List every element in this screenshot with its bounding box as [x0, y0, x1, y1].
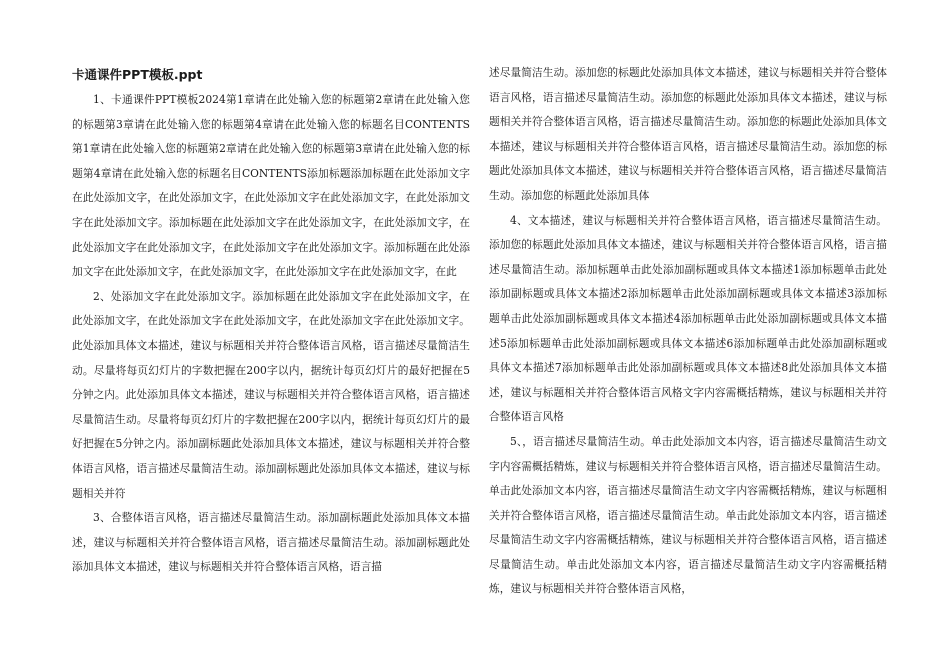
document-title: 卡通课件PPT模板.ppt: [72, 67, 203, 82]
paragraph-3-continued: 述尽量简洁生动。添加您的标题此处添加具体文本描述，建议与标题相关并符合整体语言风格，语言描述尽量简洁生动。添加您的标题此处添加具体文本描述，建议与标题相关并符合整体语言风格，语言描述尽量简洁生动。添加您的标题此处添加具体文本描述，建议与标题相关并符合整体语言风格，语言描述尽量简洁生动。添加您的标题此处添加具体文本描述，建议与标题相关并符合整体语言风格，语言描述尽量简洁生动。添加您的标题此处添加具体: [489, 66, 887, 202]
paragraph-1: 1、卡通课件PPT模板2024第1章请在此处输入您的标题第2章请在此处输入您的标题第3章请在此处输入您的标题第4章请在此处输入您的标题名目CONTENTS第1章请在此处输入您的标题第2章请在此处输入您的标题第3章请在此处输入您的标题第4章请在此处输入您的标题名目CONTENTS添加标题添加标题在此处添加文字在此处添加文字，在此处添加文字，在此处添加文字在此处添加文字，在此处添加文字在此处添加文字。添加标题在此处添加文字在此处添加文字，在此处添加文字，在此处添加文字在此处添加文字，在此处添加文字在此处添加文字。添加标题在此处添加文字在此处添加文字，在此处添加文字，在此处添加文字在此处添加文字，在此: [72, 93, 470, 279]
right-paragraphs: [489, 61, 887, 602]
paragraph-2: 2、处添加文字在此处添加文字。添加标题在此处添加文字在此处添加文字，在此处添加文字，在此处添加文字在此处添加文字，在此处添加文字在此处添加文字。此处添加具体文本描述，建议与标题相关并符合整体语言风格，语言描述尽量简洁生动。尽量将每页幻灯片的字数把握在200字以内，据统计每页幻灯片的最好把握在5分钟之内。此处添加具体文本描述，建议与标题相关并符合整体语言风格，语言描述尽量简洁生动。尽量将每页幻灯片的字数把握在200字以内，据统计每页幻灯片的最好把握在5分钟之内。添加副标题此处添加具体文本描述，建议与标题相关并符合整体语言风格，语言描述尽量简洁生动。添加副标题此处添加具体文本描述，建议与标题相关并符: [72, 289, 470, 500]
paragraph-4: 4、文本描述，建议与标题相关并符合整体语言风格，语言描述尽量简洁生动。添加您的标题此处添加具体文本描述，建议与标题相关并符合整体语言风格，语言描述尽量简洁生动。添加标题单击此处添加副标题或具体文本描述1添加标题单击此处添加副标题或具体文本描述2添加标题单击此处添加副标题或具体文本描述3添加标题单击此处添加副标题或具体文本描述4添加标题单击此处添加副标题或具体文本描述5添加标题单击此处添加副标题或具体文本描述6添加标题单击此处添加副标题或具体文本描述7添加标题单击此处添加副标题或具体文本描述8此处添加具体文本描述，建议与标题相关并符合整体语言风格文字内容需概括精炼，建议与标题相关并符合整体语言风格: [489, 213, 887, 424]
paragraph-5: 5、，语言描述尽量简洁生动。单击此处添加文本内容，语言描述尽量简洁生动文字内容需概括精炼，建议与标题相关并符合整体语言风格，语言描述尽量简洁生动。单击此处添加文本内容，语言描述尽量简洁生动文字内容需概括精炼，建议与标题相关并符合整体语言风格，语言描述尽量简洁生动。单击此处添加文本内容，语言描述尽量简洁生动文字内容需概括精炼，建议与标题相关并符合整体语言风格，语言描述尽量简洁生动。单击此处添加文本内容，语言描述尽量简洁生动文字内容需概括精炼，建议与标题相关并符合整体语言风格，: [489, 434, 887, 596]
left-paragraphs: [72, 88, 470, 580]
paragraph-3: 3、合整体语言风格，语言描述尽量简洁生动。添加副标题此处添加具体文本描述，建议与标题相关并符合整体语言风格，语言描述尽量简洁生动。添加副标题此处添加具体文本描述，建议与标题相关并符合整体语言风格，语言描: [72, 511, 470, 574]
